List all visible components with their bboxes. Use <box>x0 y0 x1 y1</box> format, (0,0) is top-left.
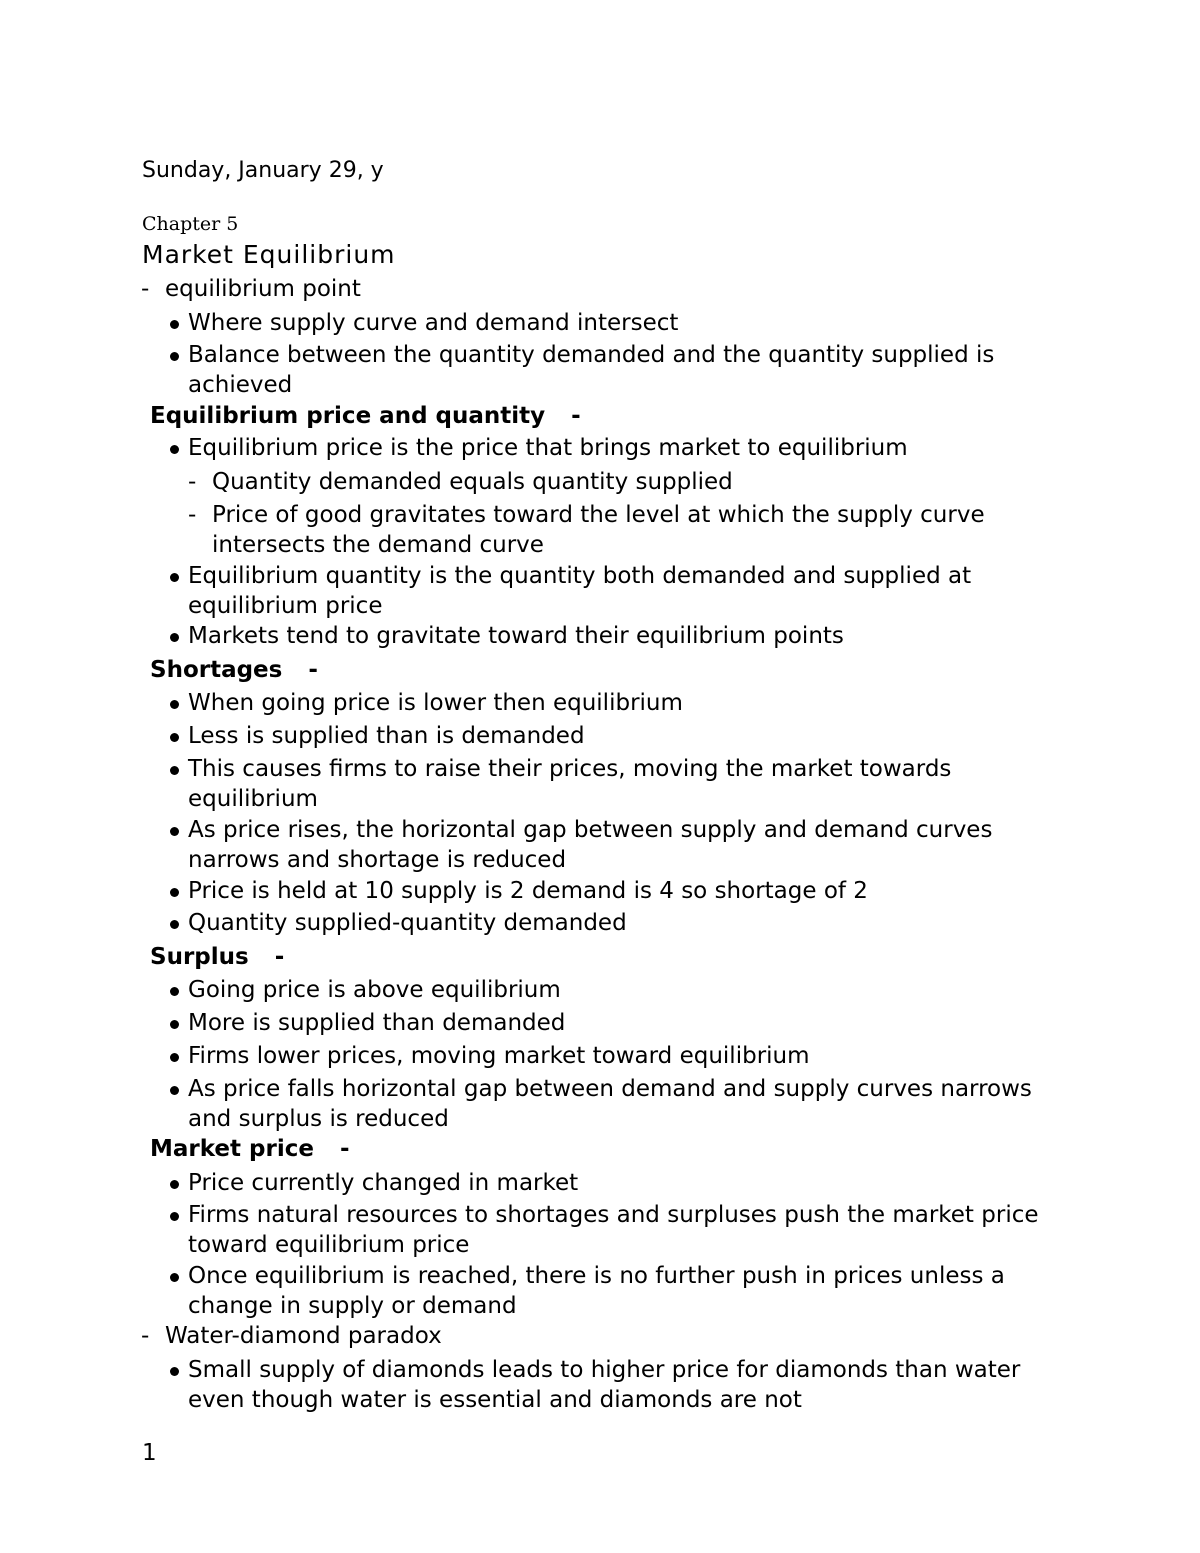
page-number: 1 <box>142 1440 157 1466</box>
dash-marker: - <box>141 276 150 302</box>
list-item: This causes firms to raise their prices, moving the market towards equilibrium <box>188 754 988 814</box>
bullet-icon <box>170 827 179 836</box>
bullet-icon <box>170 1053 179 1062</box>
dash-marker: - <box>188 502 197 528</box>
list-item: Equilibrium price is the price that brings market to equilibrium <box>188 433 1088 463</box>
section-market-price-heading: Market price - <box>150 1136 350 1162</box>
bullet-icon <box>170 920 179 929</box>
section-heading: Water-diamond paradox <box>165 1323 442 1349</box>
bullet-icon <box>170 320 179 329</box>
list-item: More is supplied than demanded <box>188 1008 1088 1038</box>
bullet-icon <box>170 352 179 361</box>
page-title: Market Equilibrium <box>142 240 396 269</box>
bullet-icon <box>170 445 179 454</box>
section-shortages-heading: Shortages - <box>150 657 318 683</box>
list-item: Price currently changed in market <box>188 1168 1088 1198</box>
bullet-icon <box>170 766 179 775</box>
list-item: Small supply of diamonds leads to higher price for diamonds than water even though water is essential and diamonds are not <box>188 1355 1058 1415</box>
sub-list-item: - Quantity demanded equals quantity supplied <box>188 469 733 495</box>
list-item: Balance between the quantity demanded and the quantity supplied is achieved <box>188 340 1028 400</box>
section-equilibrium-price-heading: Equilibrium price and quantity - <box>150 403 581 429</box>
list-item: Markets tend to gravitate toward their equilibrium points <box>188 621 1088 651</box>
section-equilibrium-point <box>141 274 361 304</box>
dash-marker: - <box>188 469 197 495</box>
list-item: Equilibrium quantity is the quantity both demanded and supplied at equilibrium price <box>188 561 1008 621</box>
list-item: When going price is lower then equilibrium <box>188 688 1088 718</box>
list-item: As price falls horizontal gap between demand and supply curves narrows and surplus is reduced <box>188 1074 1068 1134</box>
bullet-icon <box>170 700 179 709</box>
bullet-icon <box>170 987 179 996</box>
chapter-label: Chapter 5 <box>142 213 239 235</box>
list-item: Price is held at 10 supply is 2 demand is 4 so shortage of 2 <box>188 876 1088 906</box>
list-item: Firms lower prices, moving market toward equilibrium <box>188 1041 1088 1071</box>
bullet-icon <box>170 1180 179 1189</box>
list-item: Less is supplied than is demanded <box>188 721 1088 751</box>
dash-marker: - <box>141 1323 150 1349</box>
list-item: As price rises, the horizontal gap between supply and demand curves narrows and shortage is reduced <box>188 815 1028 875</box>
bullet-icon <box>170 1212 179 1221</box>
sub-list-item: - Price of good gravitates toward the level at which the supply curve intersects the demand curve <box>188 502 985 558</box>
bullet-icon <box>170 1086 179 1095</box>
section-water-diamond-paradox <box>141 1321 442 1351</box>
list-item: Once equilibrium is reached, there is no further push in prices unless a change in supply or demand <box>188 1261 1038 1321</box>
date-header: Sunday, January 29, y <box>142 158 384 183</box>
list-item: Firms natural resources to shortages and surpluses push the market price toward equilibrium price <box>188 1200 1068 1260</box>
list-item: Quantity supplied-quantity demanded <box>188 908 1088 938</box>
section-heading: equilibrium point <box>165 276 361 302</box>
bullet-icon <box>170 733 179 742</box>
bullet-icon <box>170 1367 179 1376</box>
section-surplus-heading: Surplus - <box>150 944 285 970</box>
bullet-icon <box>170 1020 179 1029</box>
list-item: Going price is above equilibrium <box>188 975 1088 1005</box>
list-item: Where supply curve and demand intersect <box>188 308 1088 338</box>
bullet-icon <box>170 633 179 642</box>
bullet-icon <box>170 1273 179 1282</box>
bullet-icon <box>170 573 179 582</box>
bullet-icon <box>170 888 179 897</box>
